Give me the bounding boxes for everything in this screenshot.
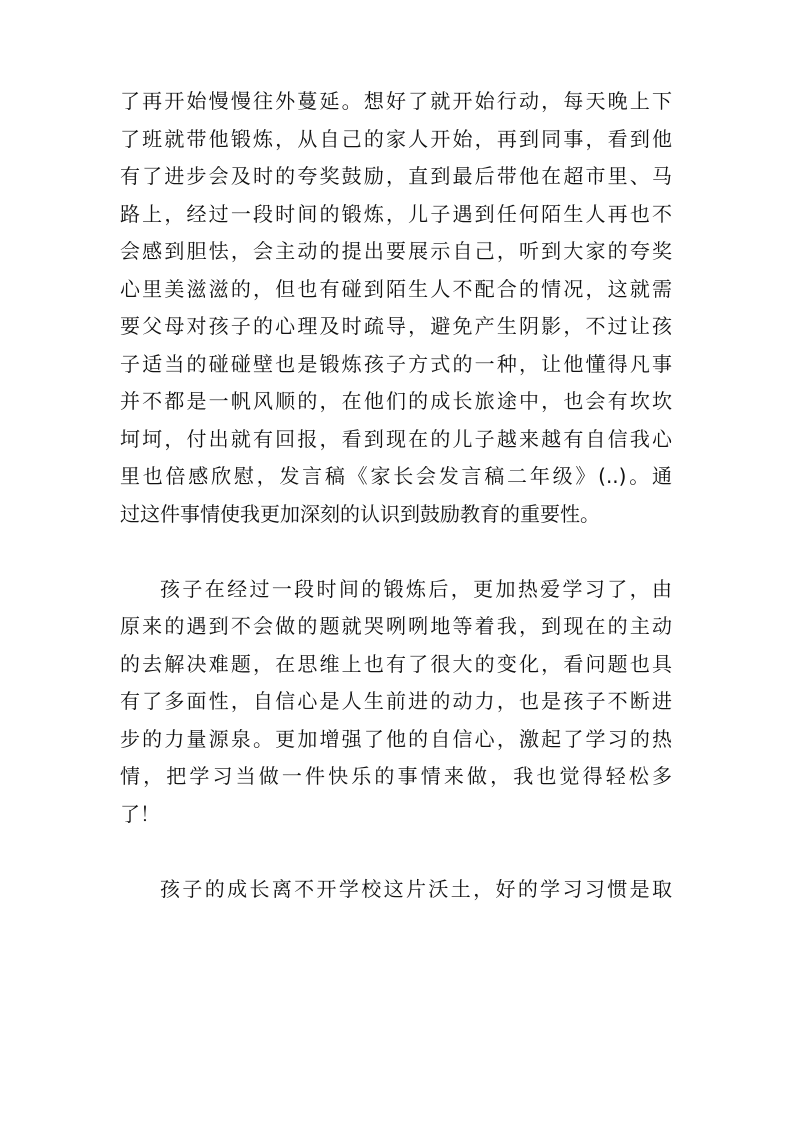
paragraph-gap bbox=[120, 833, 672, 871]
text-line: 里也倍感欣慰，发言稿《家长会发言稿二年级》(..)。通 bbox=[120, 464, 672, 488]
text-line: 坷坷，付出就有回报，看到现在的儿子越来越有自信我心 bbox=[120, 426, 672, 451]
text-line: 孩子的成长离不开学校这片沃土，好的学习习惯是取 bbox=[160, 876, 672, 901]
text-line: 会感到胆怯，会主动的提出要展示自己，听到大家的夸奖 bbox=[120, 239, 672, 263]
text-line: 情，把学习当做一件快乐的事情来做，我也觉得轻松多 bbox=[120, 764, 672, 788]
text-line: 了班就带他锻炼，从自己的家人开始，再到同事，看到他 bbox=[120, 126, 672, 151]
document-body bbox=[120, 83, 672, 908]
text-line: 心里美滋滋的，但也有碰到陌生人不配合的情况，这就需 bbox=[120, 276, 672, 301]
text-line: 原来的遇到不会做的题就哭咧咧地等着我，到现在的主动 bbox=[120, 614, 672, 638]
text-line: 步的力量源泉。更加增强了他的自信心，激起了学习的热 bbox=[120, 726, 672, 751]
text-line: 并不都是一帆风顺的，在他们的成长旅途中，也会有坎坎 bbox=[120, 389, 672, 413]
text-line: 子适当的碰碰壁也是锻炼孩子方式的一种，让他懂得凡事 bbox=[120, 351, 672, 376]
paragraph-gap bbox=[120, 533, 672, 571]
paragraph-2 bbox=[120, 571, 672, 834]
text-line: 过这件事情使我更加深刻的认识到鼓励教育的重要性。 bbox=[120, 501, 600, 526]
text-line: 有了进步会及时的夸奖鼓励，直到最后带他在超市里、马 bbox=[120, 164, 672, 188]
text-line: 的去解决难题，在思维上也有了很大的变化，看问题也具 bbox=[120, 651, 672, 676]
paragraph-1 bbox=[120, 83, 672, 533]
text-line: 了！ bbox=[120, 801, 160, 826]
text-line: 要父母对孩子的心理及时疏导，避免产生阴影，不过让孩 bbox=[120, 314, 672, 338]
text-line: 有了多面性，自信心是人生前进的动力，也是孩子不断进 bbox=[120, 689, 672, 713]
text-line: 了再开始慢慢往外蔓延。想好了就开始行动，每天晚上下 bbox=[120, 89, 672, 113]
text-line: 孩子在经过一段时间的锻炼后，更加热爱学习了，由 bbox=[160, 576, 672, 601]
text-line: 路上，经过一段时间的锻炼，儿子遇到任何陌生人再也不 bbox=[120, 201, 672, 226]
paragraph-3 bbox=[120, 871, 672, 909]
